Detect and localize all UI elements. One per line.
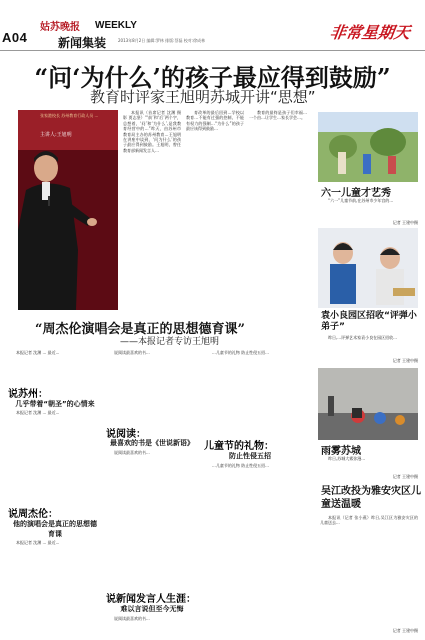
second-col3-body: ...儿童节的礼物 防止性侵五招...	[212, 350, 269, 355]
photo-talent-show	[318, 112, 418, 182]
main-headline: “问‘为什么’的孩子最应得到鼓励”	[34, 63, 391, 92]
subheading-children-day: 防止性侵五招	[229, 452, 271, 460]
heading-reading: 说阅读：	[106, 429, 146, 440]
top-article-col2: 育改革的最后回到…学校以教育…不能有过强的控制、不能有权力的强制…“为什么”的孩子最应该得到鼓励…	[186, 110, 244, 132]
page-number: A04	[2, 30, 28, 45]
second-col2-body2: 说阅读最喜欢的书...	[114, 450, 150, 455]
heading-jay: 说周杰伦：	[8, 509, 58, 520]
top-article-col1: 本报讯（首席记者 沈渊 摄影 贾志坚）“‘前’和‘后’两个字，总想着，‘问’和‘为什么’,是我教育经营中的…”昨天，由苏州市教育局主办的苏州教育…王旭明在讲座中谈到，‘问为什么’的孩子最应得到鼓励。王旭明，曾任教育部新闻发言人…	[123, 110, 181, 153]
photo-foggy-city	[318, 368, 418, 440]
top-article-col3: 教育的最终是孩子们幸福…一个由…让学生…家长学会…。	[249, 110, 307, 121]
second-col1-body2: 本报记者 沈渊 ... 最近...	[16, 540, 60, 545]
sidebar-caption-3: 雨雾苏城	[321, 446, 361, 457]
sidebar-text-3: 昨日,苏城大雾弥漫...	[328, 456, 366, 461]
section-title: 新闻集装	[58, 36, 107, 50]
subheading-spokesman: 难以言说但至今无悔	[120, 605, 184, 613]
second-col2-body3: 说阅读最喜欢的书...	[114, 616, 150, 621]
heading-suzhou: 说苏州：	[8, 389, 48, 400]
subheading-suzhou: 几乎带着“朝圣”的心情来	[15, 400, 95, 408]
header-divider	[0, 50, 425, 51]
heading-children-day: 儿童节的礼物：	[204, 441, 274, 452]
sidebar-credit-1: 记者 王建中摄	[392, 220, 418, 225]
sidebar-text-1: “六一”儿童节前,在苏州市少年宫的...	[328, 198, 394, 203]
sidebar-caption-1: 六一儿童才艺秀	[321, 188, 391, 199]
main-subhead: 教育时评家王旭明苏城开讲“思想”	[90, 88, 316, 106]
sidebar-caption-2: 袁小良园区招收“评弹小弟子”	[321, 311, 417, 332]
speaker-illustration	[18, 110, 118, 310]
speaker-photo	[18, 110, 118, 310]
sidebar-caption-4: 吴江改投为雅安灾区儿童送温暖	[321, 486, 421, 510]
second-col2-body: 说阅读最喜欢的书...	[114, 350, 150, 355]
sidebar-text-2: 昨日,...评弹艺术家袁小良在园区招收...	[328, 335, 397, 340]
sidebar-credit-4: 记者 王建中摄	[392, 628, 418, 633]
edition-meta: 2013年8月2日 编辑:罗林 排版:蔡磊 校对:徐成林	[118, 38, 206, 43]
second-subhead: ——本报记者专访王旭明	[120, 337, 220, 347]
second-col1-intro: 本报记者 沈渊 ... 最近...	[16, 350, 60, 355]
photo-pingtan-students	[318, 228, 418, 308]
sidebar-text-4: 本报讯（记者 张小燕）昨日,吴江区为雅安灾区的儿童送去...	[320, 515, 418, 526]
brand-logo: 姑苏晚报	[40, 22, 80, 33]
subheading-jay: 他的演唱会是真正的思想德育课	[13, 520, 97, 538]
sidebar-credit-3: 记者 王建中摄	[392, 474, 418, 479]
second-headline: “周杰伦演唱会是真正的思想德育课”	[35, 322, 245, 337]
brand-weekly: WEEKLY	[95, 20, 137, 31]
speaker-label: 主讲人:王旭明	[40, 132, 72, 138]
second-col1-body: 本报记者 沈渊 ... 最近...	[16, 410, 60, 415]
second-col3-body2: ...儿童节的礼物 防止性侵五招...	[212, 463, 269, 468]
sidebar-credit-2: 记者 王建中摄	[392, 358, 418, 363]
subheading-reading: 最喜欢的书是《世说新语》	[110, 439, 194, 447]
banner-text: 张家港校长 苏州教育行政人员 ...	[40, 113, 99, 118]
feature-logo: 非常星期天	[328, 23, 412, 42]
heading-spokesman: 说新闻发言人生涯：	[106, 594, 196, 605]
